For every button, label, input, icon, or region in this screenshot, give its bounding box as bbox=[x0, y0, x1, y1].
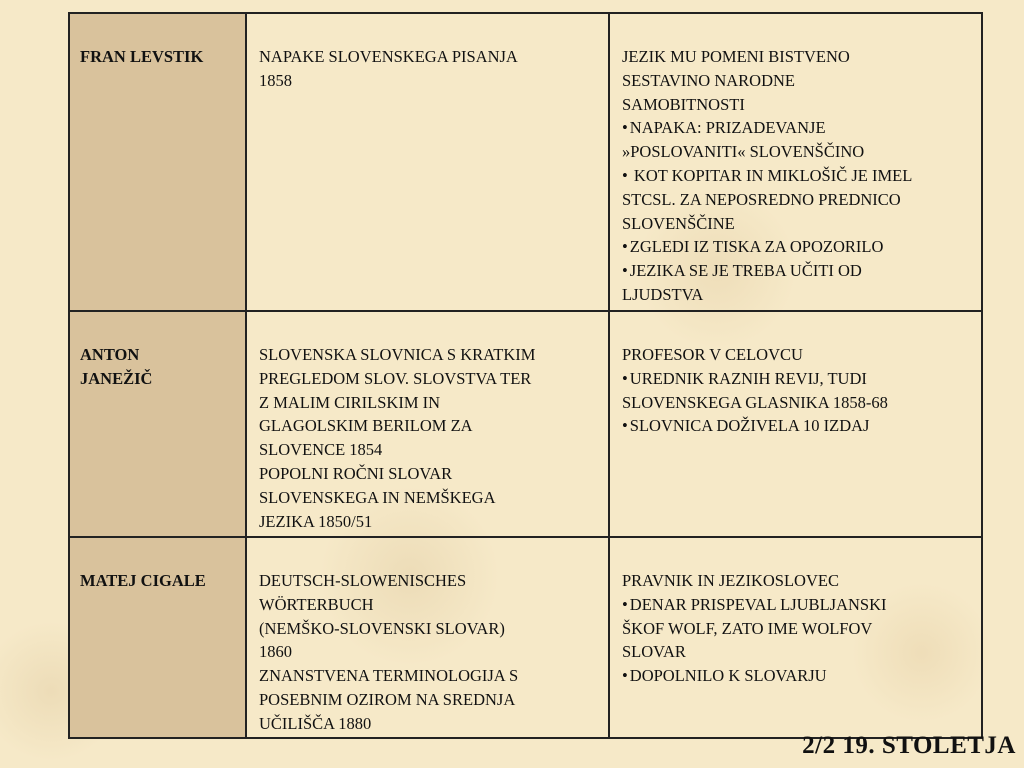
table-body bbox=[69, 13, 982, 738]
note-line: ŠKOF WOLF, ZATO IME WOLFOV bbox=[622, 618, 873, 638]
slide-title: 2/2 19. STOLETJA bbox=[802, 732, 1016, 759]
note-line: LJUDSTVA bbox=[622, 284, 704, 304]
note-line: »POSLOVANITI« SLOVENŠČINO bbox=[622, 142, 865, 162]
work-cell bbox=[246, 311, 609, 537]
work-line: SLOVENSKEGA IN NEMŠKEGA bbox=[259, 487, 496, 507]
author-name-cell bbox=[69, 537, 246, 738]
note-line: SESTAVINO NARODNE bbox=[622, 70, 796, 90]
bullet-note-line: • UREDNIK RAZNIH REVIJ, TUDI bbox=[622, 367, 971, 391]
work-line: WÖRTERBUCH bbox=[259, 594, 374, 614]
notes-cell bbox=[609, 311, 982, 537]
work-line: 1858 bbox=[259, 70, 292, 90]
note-line: JEZIK MU POMENI BISTVENO bbox=[622, 47, 850, 66]
bullet-note-line: • ZGLEDI IZ TISKA ZA OPOZORILO bbox=[622, 235, 971, 259]
bullet-note-line: • NAPAKA: PRIZADEVANJE bbox=[622, 116, 971, 140]
note-line: PRAVNIK IN JEZIKOSLOVEC bbox=[622, 571, 839, 590]
note-line: SAMOBITNOSTI bbox=[622, 94, 745, 114]
author-name-cell bbox=[69, 311, 246, 537]
table-row bbox=[69, 537, 982, 738]
note-line: STCSL. ZA NEPOSREDNO PREDNICO bbox=[622, 189, 901, 209]
work-line: DEUTSCH-SLOWENISCHES bbox=[259, 571, 467, 590]
author-name-cell bbox=[69, 13, 246, 311]
notes-cell bbox=[609, 13, 982, 311]
work-line: SLOVENCE 1854 bbox=[259, 440, 383, 460]
work-line: POPOLNI ROČNI SLOVAR bbox=[259, 463, 453, 483]
note-line: PROFESOR V CELOVCU bbox=[622, 345, 803, 364]
note-line: SLOVENŠČINE bbox=[622, 213, 735, 233]
work-line: PREGLEDOM SLOV. SLOVSTVA TER bbox=[259, 368, 532, 388]
note-line: SLOVENSKEGA GLASNIKA 1858-68 bbox=[622, 392, 888, 412]
bullet-note-line: • JEZIKA SE JE TREBA UČITI OD bbox=[622, 259, 971, 283]
table-row bbox=[69, 311, 982, 537]
author-name-line: JANEŽIČ bbox=[80, 368, 153, 388]
bullet-note-line: • SLOVNICA DOŽIVELA 10 IZDAJ bbox=[622, 414, 971, 438]
bullet-note-line: • DOPOLNILO K SLOVARJU bbox=[622, 664, 971, 688]
bullet-note-line: • KOT KOPITAR IN MIKLOŠIČ JE IMEL bbox=[622, 164, 971, 188]
author-name-line: MATEJ CIGALE bbox=[80, 571, 206, 590]
notes-cell bbox=[609, 537, 982, 738]
work-line: GLAGOLSKIM BERILOM ZA bbox=[259, 416, 473, 436]
work-line: JEZIKA 1850/51 bbox=[259, 511, 373, 531]
bullet-note-line: • DENAR PRISPEVAL LJUBLJANSKI bbox=[622, 593, 971, 617]
work-cell bbox=[246, 537, 609, 738]
table-row bbox=[69, 13, 982, 311]
authors-table bbox=[68, 12, 983, 739]
author-name-line: ANTON bbox=[80, 345, 140, 364]
work-line: 1860 bbox=[259, 642, 292, 662]
work-line: NAPAKE SLOVENSKEGA PISANJA bbox=[259, 47, 518, 66]
author-name-line: FRAN LEVSTIK bbox=[80, 47, 204, 66]
work-cell bbox=[246, 13, 609, 311]
work-line: Z MALIM CIRILSKIM IN bbox=[259, 392, 441, 412]
work-line: UČILIŠČA 1880 bbox=[259, 713, 372, 733]
work-line: POSEBNIM OZIROM NA SREDNJA bbox=[259, 689, 516, 709]
work-line: (NEMŠKO-SLOVENSKI SLOVAR) bbox=[259, 618, 505, 638]
note-line: SLOVAR bbox=[622, 642, 686, 662]
work-line: SLOVENSKA SLOVNICA S KRATKIM bbox=[259, 345, 536, 364]
work-line: ZNANSTVENA TERMINOLOGIJA S bbox=[259, 666, 519, 686]
